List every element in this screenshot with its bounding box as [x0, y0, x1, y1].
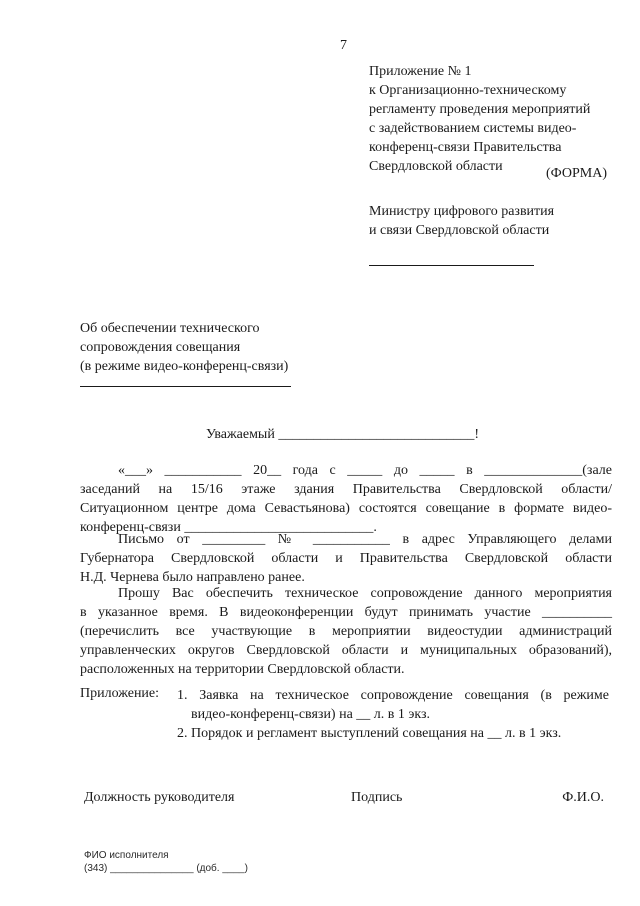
appendix-line: конференц-связи Правительства [369, 140, 562, 155]
appendix-line: регламенту проведения мероприятий [369, 102, 591, 117]
page-number: 7 [340, 38, 347, 53]
subject-line: (в режиме видео-конференц-связи) [80, 359, 289, 374]
signature-name: Ф.И.О. [562, 790, 604, 805]
signature-position: Должность руководителя [84, 790, 235, 805]
paragraph-meeting-info [80, 461, 612, 537]
attachment-item: 2. Порядок и регламент выступлений совещания на __ л. в 1 экз. [177, 726, 562, 741]
attachment-item: 1. Заявка на техническое сопровождение совещания (в режиме [177, 688, 609, 703]
appendix-line: к Организационно-техническому [369, 83, 567, 98]
paragraph-line: Губернатора Свердловской области и Правительства Свердловской области [80, 551, 612, 566]
paragraph-line: (перечислить все участвующие в мероприятии видеостудии администраций [80, 624, 612, 639]
paragraph-line: конференц-связи ___________________________. [80, 520, 377, 535]
executor-phone: (343) _______________ (доб. ____) [84, 863, 248, 874]
attachments-list [177, 686, 609, 743]
addressee-line: и связи Свердловской области [369, 223, 550, 238]
paragraph-request [80, 584, 612, 679]
subject-underline [80, 386, 291, 387]
paragraph-line: «___» ___________ 20__ года с _____ до _____ в ______________(зале [118, 463, 612, 478]
form-label: (ФОРМА) [546, 166, 608, 181]
paragraph-line: Письмо от _________ № ___________ в адрес Управляющего делами [118, 532, 612, 547]
addressee-block [369, 202, 554, 240]
appendix-line: с задействованием системы видео- [369, 121, 577, 136]
paragraph-line: Н.Д. Чернева было направлено ранее. [80, 570, 305, 585]
paragraph-line: Ситуационном центре дома Севастьянова) состоятся совещание в формате видео- [80, 501, 612, 516]
executor-name: ФИО исполнителя [84, 850, 169, 861]
appendix-line: Свердловской области [369, 159, 503, 174]
letter-subject [80, 319, 288, 376]
paragraph-line: Прошу Вас обеспечить техническое сопровождение данного мероприятия [118, 586, 612, 601]
addressee-signature-line [369, 265, 534, 266]
executor-info [84, 849, 248, 875]
paragraph-line: расположенных на территории Свердловской области. [80, 662, 405, 677]
addressee-line: Министру цифрового развития [369, 204, 555, 219]
paragraph-line: в указанное время. В видеоконференции будут принимать участие __________ [80, 605, 612, 620]
signature-field: Подпись [351, 790, 403, 805]
paragraph-line: заседаний на 15/16 этаже здания Правительства Свердловской области/ [80, 482, 612, 497]
appendix-header [369, 62, 590, 176]
attachments-label: Приложение: [80, 686, 160, 701]
subject-line: сопровождения совещания [80, 340, 241, 355]
subject-line: Об обеспечении технического [80, 321, 260, 336]
attachment-item: видео-конференц-связи) на __ л. в 1 экз. [191, 707, 431, 722]
appendix-line: Приложение № 1 [369, 64, 472, 79]
salutation: Уважаемый ____________________________! [206, 427, 479, 442]
paragraph-letter-reference [80, 530, 612, 587]
paragraph-line: управленческих округов Свердловской области и муниципальных образований), [80, 643, 612, 658]
